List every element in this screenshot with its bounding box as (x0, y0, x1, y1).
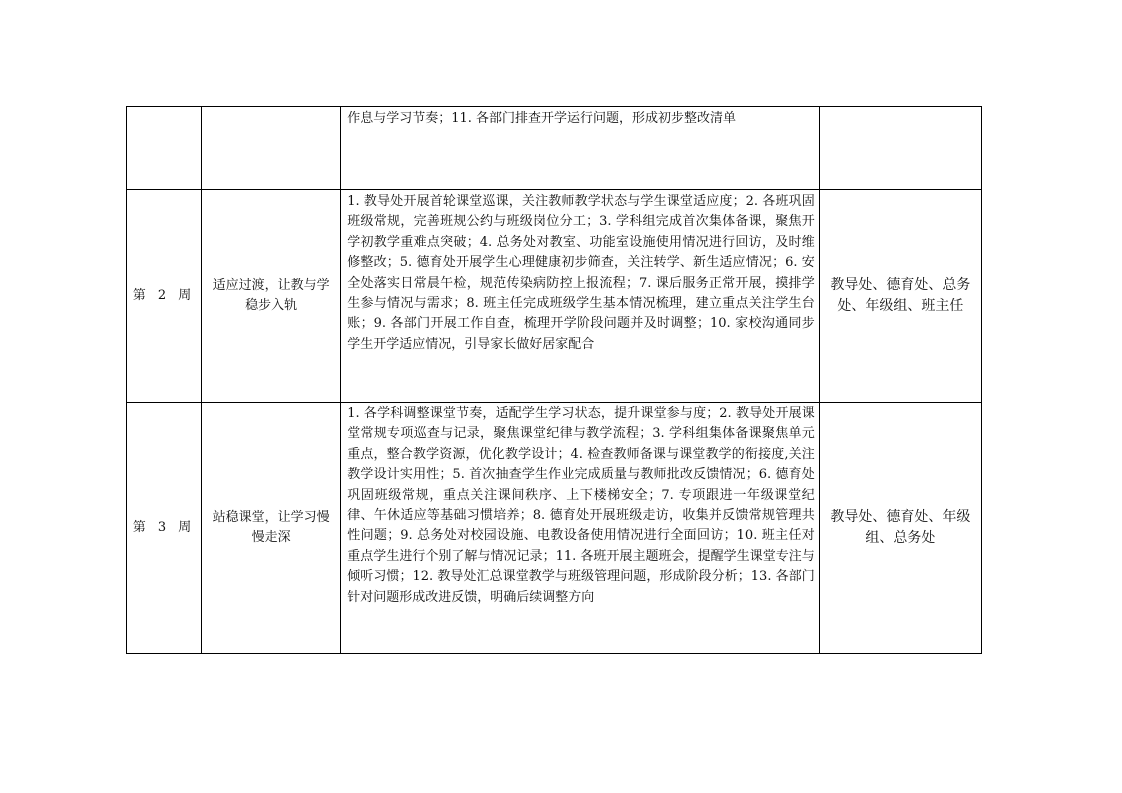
week-cell (127, 107, 202, 190)
departments-cell: 教导处、德育处、年级组、总务处 (819, 403, 981, 654)
theme-cell (202, 107, 341, 190)
work-schedule-table (126, 106, 982, 654)
tasks-cell: 作息与学习节奏；11. 各部门排查开学运行问题，形成初步整改清单 (341, 107, 820, 190)
week-cell (127, 403, 202, 654)
theme-cell: 适应过渡，让教与学稳步入轨 (202, 190, 341, 403)
week-label: 第 3 周 (132, 519, 196, 535)
departments-cell: 教导处、德育处、总务处、年级组、班主任 (819, 190, 981, 403)
tasks-cell: 1. 教导处开展首轮课堂巡课，关注教师教学状态与学生课堂适应度；2. 各班巩固班级常规，完善班规公约与班级岗位分工；3. 学科组完成首次集体备课，聚焦开学初教学重难点突破；4. 总务处对教室、功能室设施使用情况进行回访，及时维修整改；5. 德育处开展学生心理健康初步筛查，关注转学、新生适应情况；6. 安全处落实日常晨午检，规范传染病防控上报流程；7. 课后服务正常开展，摸排学生参与情况与需求；8. 班主任完成班级学生基本情况梳理，建立重点关注学生台账；9. 各部门开展工作自查，梳理开学阶段问题并及时调整；10. 家校沟通同步学生开学适应情况，引导家长做好居家配合 (341, 190, 820, 403)
table-row-continued (127, 107, 982, 190)
departments-cell (819, 107, 981, 190)
table-row-week-2 (127, 190, 982, 403)
week-cell (127, 190, 202, 403)
theme-cell: 站稳课堂，让学习慢慢走深 (202, 403, 341, 654)
week-label: 第 2 周 (132, 287, 196, 303)
table-row-week-3 (127, 403, 982, 654)
tasks-cell: 1. 各学科调整课堂节奏，适配学生学习状态，提升课堂参与度；2. 教导处开展课堂常规专项巡查与记录，聚焦课堂纪律与教学流程；3. 学科组集体备课聚焦单元重点，整合教学资源，优化教学设计；4. 检查教师备课与课堂教学的衔接度,关注教学设计实用性；5. 首次抽查学生作业完成质量与教师批改反馈情况；6. 德育处巩固班级常规，重点关注课间秩序、上下楼梯安全；7. 专项跟进一年级课堂纪律、午休适应等基础习惯培养；8. 德育处开展班级走访，收集并反馈常规管理共性问题；9. 总务处对校园设施、电教设备使用情况进行全面回访；10. 班主任对重点学生进行个别了解与情况记录；11. 各班开展主题班会，提醒学生课堂专注与倾听习惯；12. 教导处汇总课堂教学与班级管理问题，形成阶段分析；13. 各部门针对问题形成改进反馈，明确后续调整方向 (341, 403, 820, 654)
